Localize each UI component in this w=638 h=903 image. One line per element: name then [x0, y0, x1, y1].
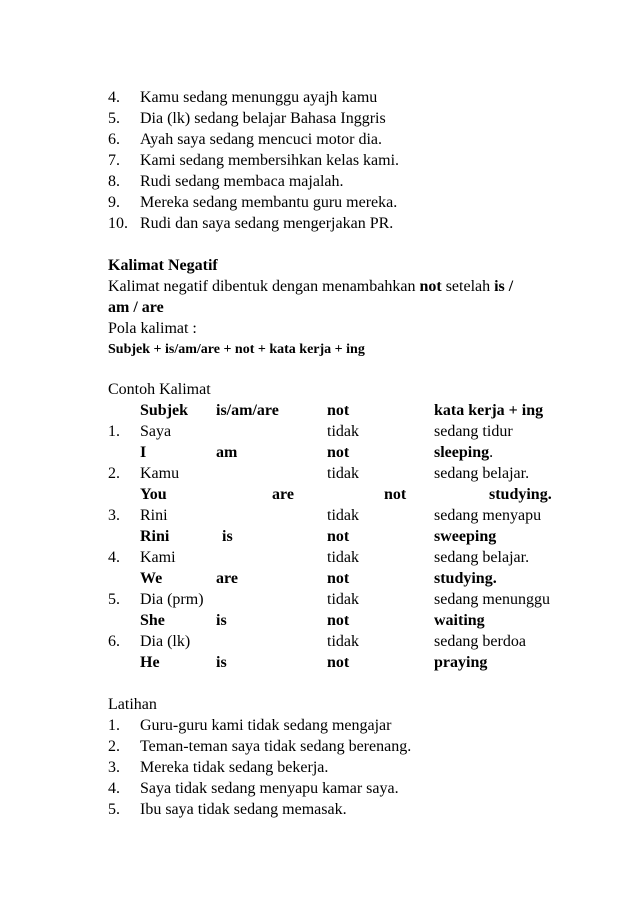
document-page: 4. Kamu sedang menunggu ayajh kamu 5. Dia (lk) sedang belajar Bahasa Inggris 6. Ayah saya sedang mencuci motor dia. 7. Kami sedang membersihkan kelas kami. 8. Rudi sedang membaca majalah. 9. Mereka sedang membantu guru mereka. 10. Rudi dan saya sedang mengerjakan PR. Kalimat Negatif Kalimat negatif dibentuk dengan menambahkan not setelah is / am / are Pola kalimat : Subjek + is/am/are + not + kata kerja + ing Contoh Kalimat Subjek is/am/are not kata kerja + ing 1. Saya tidak sedang tidur I am not sleeping. 2. Kamu tidak sedang belajar. You are not studying. 3. Rini tidak sedang menyapu Rini is not sweeping 4. Kami tidak sedang belajar. We are not studying. 5. Dia (prm) tidak sedang menunggu She is not waiting 6. Dia (lk) tidak sedang berdoa He is not praying Latihan 1. Guru-guru kami tidak sedang mengajar 2. Teman-teman saya tidak sedang berenang. 3. Mereka tidak sedang bekerja. 4. Saya tidak sedang menyapu kamar saya. 5. Ibu saya tidak sedang memasak. [108, 89, 552, 818]
pola-formula: Subjek + is/am/are + not + kata kerja + ing [108, 342, 365, 357]
contoh-label: Contoh Kalimat [108, 381, 211, 398]
section-heading-negatif: Kalimat Negatif [108, 257, 218, 274]
pola-label: Pola kalimat : [108, 320, 197, 337]
negatif-description-cont: am / are [108, 299, 164, 316]
negatif-description: Kalimat negatif dibentuk dengan menambahkan not setelah is / [108, 278, 514, 295]
latihan-label: Latihan [108, 696, 157, 713]
